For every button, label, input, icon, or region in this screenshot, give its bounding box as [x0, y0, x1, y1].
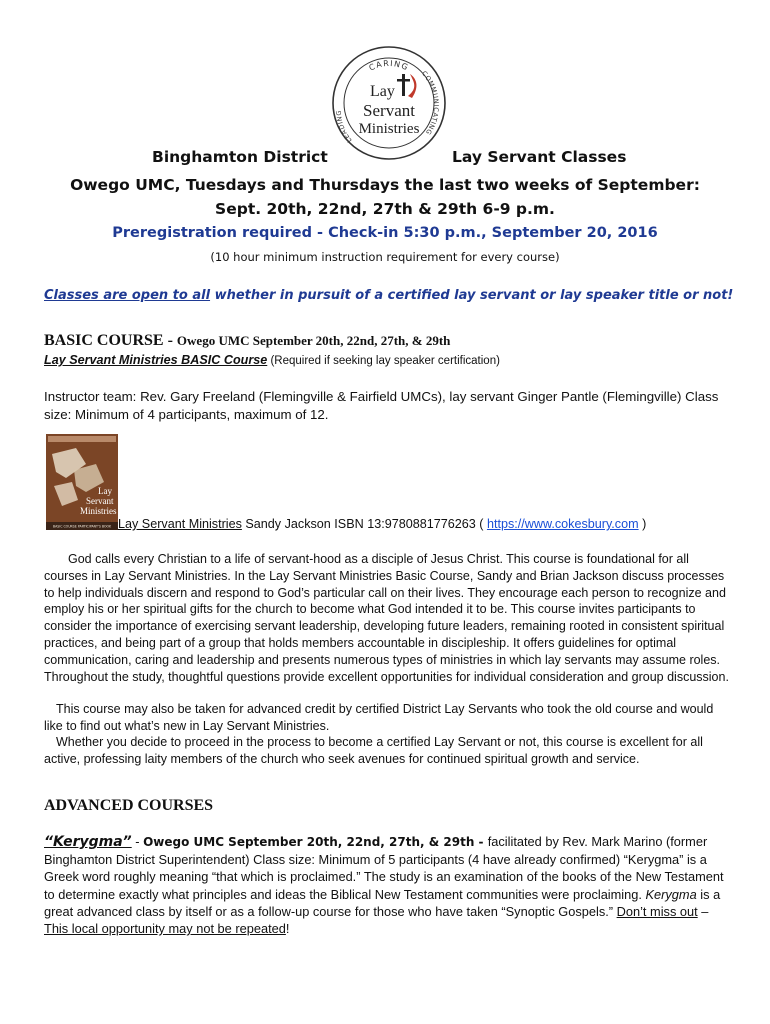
basic-course-title: BASIC COURSE - — [44, 332, 177, 349]
logo-right-text: COMMUNICATING — [420, 69, 441, 137]
kerygma-dash-2: – — [697, 903, 709, 919]
book-cover-image — [46, 434, 118, 530]
advanced-credit-note — [44, 701, 734, 735]
description-paragraph-3: Whether you decide to proceed in the process to become a certified Lay Servant or not, this course is excellent for all active, professing laity members of the church who seek avenues for continued spiritual growth and service. — [44, 735, 703, 766]
basic-course-heading — [44, 332, 734, 350]
certification-note — [44, 734, 734, 768]
logo-line-3: Ministries — [358, 121, 420, 137]
kerygma-italic: Kerygma — [645, 886, 697, 902]
cokesbury-link[interactable]: https://www.cokesbury.com — [486, 517, 639, 531]
logo-left-text: LEADING — [334, 109, 354, 145]
open-rest: whether in pursuit of a certified lay servant or lay speaker title or not! — [210, 288, 734, 303]
cover-title-2: Servant — [86, 496, 114, 506]
kerygma-text-1: facilitated by Rev. Mark Marino (former Binghamton District Superintendent) Class size: Minimum of 5 participants (4 have already confirmed) “Kerygma” is a Greek word roughly meaning “that which is proclaimed.” The study is an examination of the books of the New Testament to determine exactly what principles and ideas the Biblical New Testament communities were proclaiming. — [44, 834, 724, 902]
book-reference — [118, 517, 646, 531]
advanced-courses-heading: ADVANCED COURSES — [44, 797, 214, 814]
kerygma-exclamation: ! — [285, 921, 290, 937]
kerygma-text-2: is a great advanced class by itself or as a follow-up course for those who have taken “Synoptic Gospels.” — [44, 886, 721, 919]
book-title: Lay Servant Ministries — [118, 517, 242, 531]
logo-top-text: CARING — [367, 58, 411, 73]
classes-title: Lay Servant Classes — [452, 148, 627, 166]
open-underlined: Classes are open to all — [44, 288, 211, 303]
kerygma-title: “Kerygma” — [44, 834, 132, 850]
cover-title-1: Lay — [98, 486, 112, 496]
local-opportunity: This local opportunity may not be repeated — [44, 921, 286, 937]
book-ref-end: ) — [638, 517, 647, 531]
description-paragraph-1: God calls every Christian to a life of servant-hood as a disciple of Jesus Christ. This course is foundational for all courses in Lay Servant Ministries. In the Lay Servant Ministries Basic Course, Sandy and Brian Jackson discuss processes to help individuals discern and respond to God’s particular call on their lives. They encourage each person to recognize and employ his or her spiritual gifts for the church to become what God intended it to be. This course invites participants to consider the importance of exercising servant leadership, developing future leaders, remaining rooted in consistent spiritual practices, and being part of a group that holds members accountable in discipleship. It offers guidelines for optimal communication, caring and leadership and presents numerous types of ministries in which lay servants may assume roles. Throughout the study, thoughtful questions provide excellent opportunities for individual consideration and group discussion. — [44, 552, 729, 684]
kerygma-dates: Owego UMC September 20th, 22nd, 27th, & 29th - — [143, 835, 488, 849]
basic-course-description — [44, 551, 734, 685]
header-line-2: Owego UMC, Tuesdays and Thursdays the last two weeks of September: — [70, 176, 700, 194]
instruction-requirement: (10 hour minimum instruction requirement for every course) — [210, 250, 560, 264]
basic-course-note: (Required if seeking lay speaker certification) — [267, 355, 500, 367]
basic-course-dates: Owego UMC September 20th, 22nd, 27th, & 29th — [176, 333, 451, 348]
header-dates: Sept. 20th, 22nd, 27th & 29th 6-9 p.m. — [215, 200, 555, 218]
description-paragraph-2: This course may also be taken for advanced credit by certified District Lay Servants who took the old course and would like to find out what’s new in Lay Servant Ministries. — [44, 702, 714, 733]
book-author-isbn: Sandy Jackson ISBN 13:9780881776263 ( — [241, 517, 487, 531]
instructor-team: Instructor team: Rev. Gary Freeland (Flemingville & Fairfield UMCs), lay servant Ginger Pantle (Flemingville) Class size: Minimum of 4 participants, maximum of 12. — [44, 389, 719, 422]
basic-course-name: Lay Servant Ministries BASIC Course — [44, 353, 268, 367]
logo-line-2: Servant — [363, 101, 415, 120]
dont-miss-out: Don’t miss out — [616, 903, 698, 919]
basic-course-subtitle — [44, 352, 734, 370]
cover-footer: BASIC COURSE PARTICIPANT'S BOOK — [52, 524, 112, 529]
cover-title-3: Ministries — [80, 506, 117, 516]
logo-line-1: Lay — [370, 83, 395, 100]
open-to-all-notice — [44, 288, 744, 303]
kerygma-course — [44, 833, 734, 937]
kerygma-dash: - — [131, 834, 144, 849]
district-title: Binghamton District — [152, 148, 328, 166]
preregistration-notice: Preregistration required - Check-in 5:30 p.m., September 20, 2016 — [112, 225, 658, 241]
lay-servant-ministries-logo — [330, 44, 448, 162]
